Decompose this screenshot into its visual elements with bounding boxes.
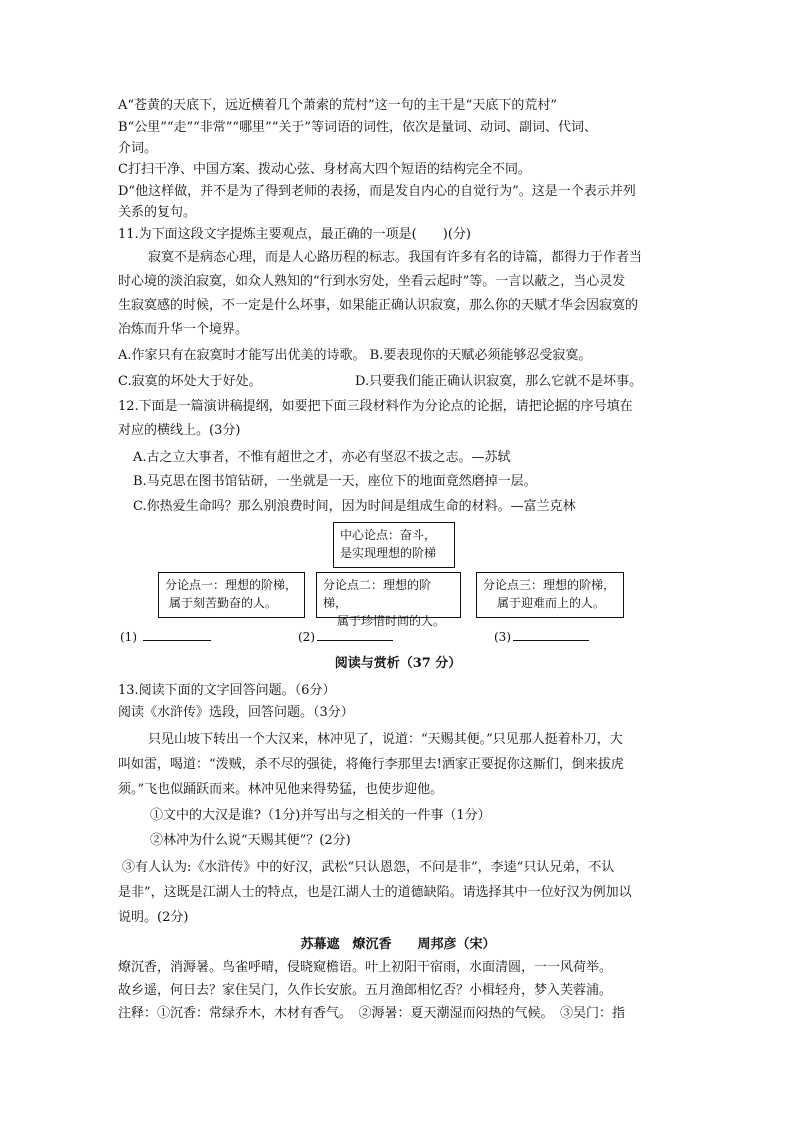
sub-argument-line: 分论点一：理想的阶梯， [165,578,298,592]
option-b: B“公里”“走”“非常”“哪里”“关于”等词语的词性，依次是量词、动词、副词、代词、 [118,120,598,135]
q11-passage-line: 生寂寞感的时候，不一定是什么坏事，如果能正确认识寂寞，那么你的天赋才华会因寂寞的 [118,298,639,313]
answer-blank-3[interactable]: (3) [494,628,589,646]
q11-passage-line: 冶炼而升华一个境界。 [118,322,249,337]
q11-passage-line: 时心境的淡泊寂寞，如众人熟知的“行到水穷处，坐看云起时”等。一言以蔽之，当心灵发 [118,274,626,289]
q13-passage-line: 只见山坡下转出一个大汉来，林冲见了，说道：“天赐其便。”只见那人挺着朴刀，大 [148,732,623,747]
q13-question-3: ③有人认为:《水浒传》中的好汉，武松“只认恩怨，不问是非”，李逵“只认兄弟，不认 [122,860,615,875]
q12-material-b: B.马克思在图书馆钻研，一坐就是一天，座位下的地面竟然磨掉一层。 [133,474,537,489]
q11-option-d: D.只要我们能正确认识寂寞，那么它就不是坏事。 [355,374,643,389]
q12-material-a: A.古之立大事者，不惟有超世之才，亦必有坚忍不拔之志。—苏轼 [133,450,511,465]
q13-passage-line: 须。”飞也似踊跃而来。林冲见他来得势猛，也使步迎他。 [118,782,444,797]
q11-options-ab: A.作家只有在寂寞时才能写出优美的诗歌。 B.要表现你的天赋必须能够忍受寂寞。 [118,348,592,363]
q13-question-3-cont: 是非”，这既是江湖人士的特点，也是江湖人士的道德缺陷。请选择其中一位好汉为例加以 [118,885,632,900]
sub-argument-line: 属于迎难而上的人。 [497,596,606,610]
q11-passage-line: 寂寞不是病态心理，而是人心路历程的标志。我国有许多有名的诗篇，都得力于作者当 [148,250,643,265]
answer-blank-2[interactable]: (2) [298,628,393,646]
option-a: A“苍黄的天底下，远近横着几个萧索的荒村”这一句的主干是“天底下的荒村” [118,98,557,113]
central-argument-line: 中心论点：奋斗， [340,528,437,542]
sub-argument-line: 属于珍惜时间的人。 [337,614,446,628]
sub-argument-line: 分论点三：理想的阶梯， [483,578,616,592]
sub-argument-line: 属于刻苦勤奋的人。 [169,596,278,610]
q12-stem: 12.下面是一篇演讲稿提纲，如要把下面三段材料作为分论点的论据，请把论据的序号填在 [118,399,633,414]
central-argument-box [333,522,455,568]
poem-line: 燎沉香，消溽暑。鸟雀呼晴，侵晓窥檐语。叶上初阳干宿雨，水面清圆，一一风荷举。 [118,960,613,975]
option-b-cont: 介词。 [118,141,158,156]
poem-line: 故乡遥，何日去？家住吴门，久作长安旅。五月渔郎相忆否？小楫轻舟，梦入芙蓉浦。 [118,983,613,998]
sub-argument-line: 分论点二：理想的阶梯， [323,578,432,610]
sub-argument-box-2 [316,572,461,628]
q13-sub-stem: 阅读《水浒传》选段，回答问题。（3分） [118,705,354,720]
option-d: D“他这样做，并不是为了得到老师的表扬，而是发自内心的自觉行为”。这是一个表示并列 [118,184,636,199]
poem-notes: 注释：①沉香：常绿乔木，木材有香气。 ②溽暑：夏天潮湿而闷热的气候。 ③吴门：指 [118,1006,626,1021]
q13-question-3-cont: 说明。(2分) [118,910,189,925]
sub-argument-box-3 [476,572,624,618]
q12-material-c: C.你热爱生命吗？那么别浪费时间，因为时间是组成生命的材料。—富兰克林 [133,499,576,514]
central-argument-line: 是实现理想的阶梯 [340,546,437,560]
q11-stem: 11.为下面这段文字提炼主要观点，最正确的一项是( )(分) [118,227,471,242]
q13-question-1: ①文中的大汉是谁?（1分)并写出与之相关的一件事（1分） [150,808,491,823]
option-d-cont: 关系的复句。 [118,205,197,220]
q12-stem-cont: 对应的横线上。(3分) [118,423,241,438]
q13-passage-line: 叫如雷，喝道：“泼贼，杀不尽的强徒，将俺行李那里去!洒家正要捉你这厮们，倒来拔虎 [118,757,624,772]
sub-argument-box-1 [158,572,305,618]
q13-question-2: ②林冲为什么说“天赐其便”？(2分) [150,833,351,848]
section-title: 阅读与赏析（37 分） [334,656,462,671]
q11-option-c: C.寂寞的坏处大于好处。 [118,374,262,389]
answer-blank-1[interactable]: (1) [120,628,211,646]
q13-stem: 13.阅读下面的文字回答问题。（6分） [118,683,336,698]
poem-title: 苏幕遮 燎沉香 周邦彦（宋） [300,937,496,952]
option-c: C打扫干净、中国方案、拨动心弦、身材高大四个短语的结构完全不同。 [118,162,531,177]
